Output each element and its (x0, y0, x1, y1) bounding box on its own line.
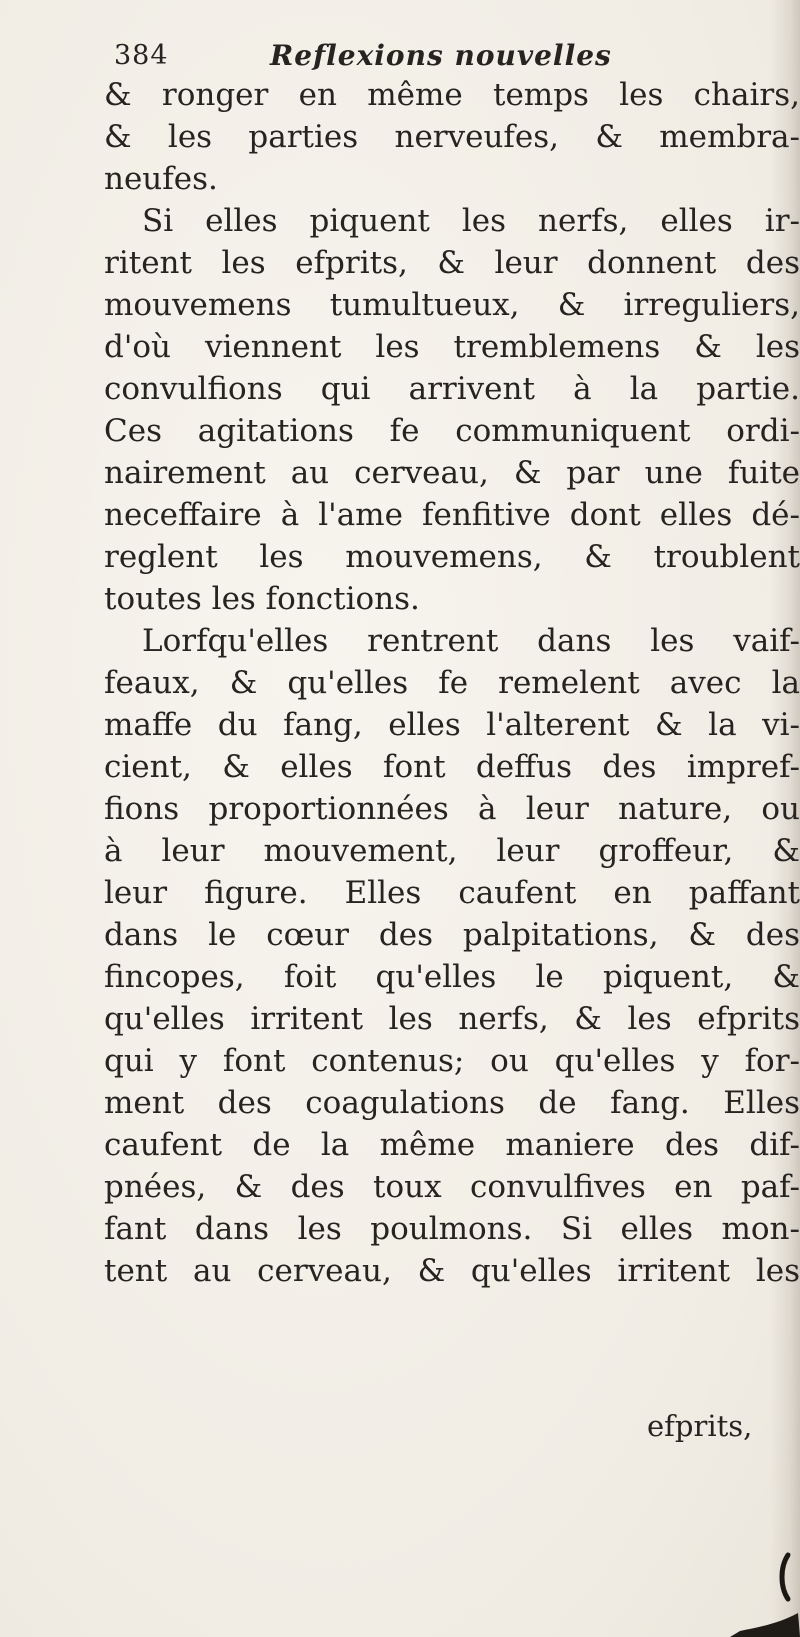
text-line: neceffaire à l'ame fenfitive dont elles dé- (104, 497, 800, 533)
paragraph-start-line: Lorfqu'elles rentrent dans les vaif- (142, 623, 800, 659)
text-line: cient, & elles font deffus des impref- (104, 749, 800, 785)
text-line: fions proportionnées à leur nature, ou (104, 791, 800, 827)
text-line: fant dans les poulmons. Si elles mon- (104, 1211, 800, 1247)
body-text (104, 74, 800, 1292)
text-line: reglent les mouvemens, & troublent (104, 539, 800, 575)
text-line: & ronger en même temps les chairs, (104, 77, 800, 113)
text-line: qu'elles irritent les nerfs, & les efprits (104, 1001, 800, 1037)
text-line: toutes les fonctions. (104, 581, 420, 617)
text-line: dans le cœur des palpitations, & des (104, 917, 800, 953)
text-line: neufes. (104, 161, 218, 197)
text-line: nairement au cerveau, & par une fuite (104, 455, 800, 491)
text-line: mouvemens tumultueux, & irreguliers, (104, 287, 800, 323)
catchword: efprits, (647, 1409, 753, 1443)
text-line: d'où viennent les tremblemens & les (104, 329, 800, 365)
page-header (114, 36, 734, 76)
text-line: leur figure. Elles caufent en paffant (104, 875, 800, 911)
text-line: feaux, & qu'elles fe remelent avec la (104, 665, 800, 701)
page-number: 384 (114, 40, 169, 71)
running-head: Reflexions nouvelles (270, 39, 612, 72)
text-line: tent au cerveau, & qu'elles irritent les (104, 1253, 800, 1289)
text-line: maffe du fang, elles l'alterent & la vi- (104, 707, 800, 743)
text-line: fincopes, foit qu'elles le piquent, & (104, 959, 800, 995)
text-line: convulfions qui arrivent à la partie. (104, 371, 800, 407)
text-line: & les parties nerveufes, & membra- (104, 119, 800, 155)
text-line: caufent de la même maniere des dif- (104, 1127, 800, 1163)
page-edge-smudge (730, 1527, 800, 1637)
text-line: pnées, & des toux convulfives en paf- (104, 1169, 800, 1205)
text-line: ritent les efprits, & leur donnent des (104, 245, 800, 281)
text-line: qui y font contenus; ou qu'elles y for- (104, 1043, 800, 1079)
text-line: Ces agitations fe communiquent ordi- (104, 413, 800, 449)
text-line: ment des coagulations de fang. Elles (104, 1085, 800, 1121)
text-line: à leur mouvement, leur groffeur, & (104, 833, 800, 869)
paragraph-start-line: Si elles piquent les nerfs, elles ir- (142, 203, 800, 239)
